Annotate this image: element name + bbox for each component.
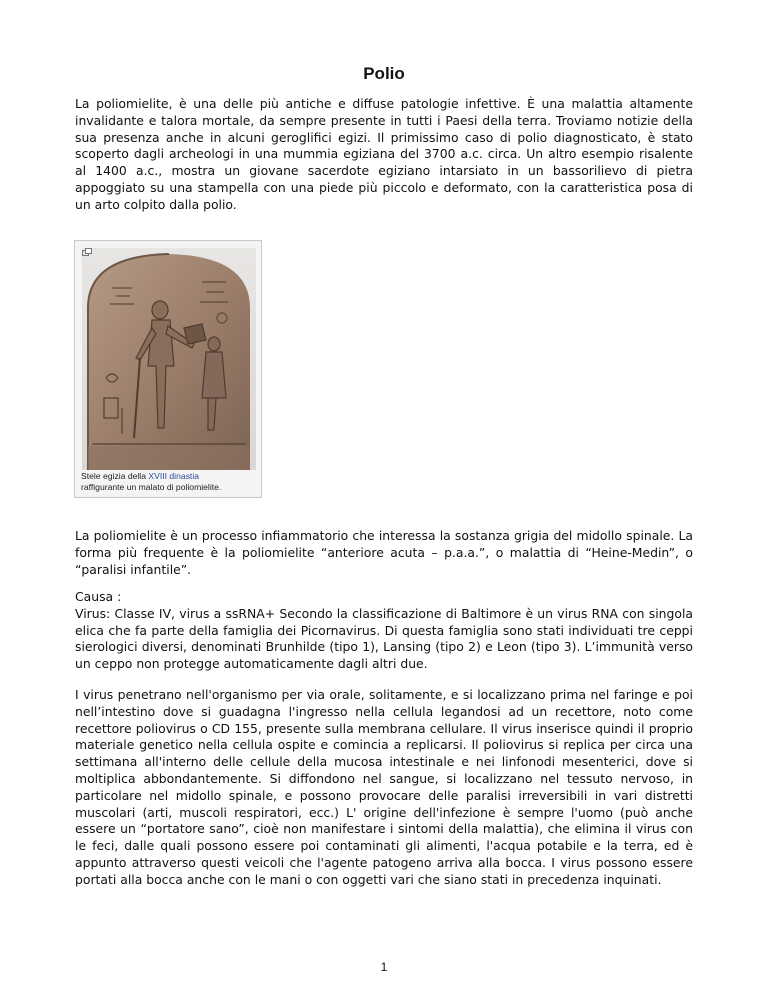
definition-paragraph: La poliomielite è un processo infiammatorio che interessa la sostanza grigia del midollo spinale. La forma più frequente è la poliomielite “anteriore acuta – p.a.a.”, o malattia di “Heine-Medin”, o “paralisi infantile”. (75, 528, 693, 577)
cause-section (75, 589, 693, 673)
transmission-paragraph: I virus penetrano nell'organismo per via orale, solitamente, e si localizzano prima nel faringe e poi nell’intestino dove si guadagna l'ingresso nella cellula legandosi ad un recettore, noto come recettore poliovirus o CD 155, presente sulla membrana cellulare. Il virus inserisce quindi il proprio materiale genetico nella cellula ospite e comincia a replicarsi. Il poliovirus si replica per circa una settimana all'interno delle cellule della mucosa intestinale e nei linfonodi mesenterici, dove si moltiplica abbondantemente. Si diffondono nel sangue, si localizzano nel tessuto nervoso, in particolare nel midollo spinale, e possono provocare delle paralisi irreversibili in vari distretti muscolari (arti, muscoli respiratori, ecc.) L' origine dell'infezione è sempre l'uomo (può anche essere un “portatore sano”, cioè non manifestare i sintomi della malattia), che elimina il virus con le feci, dalle quali possono essere poi contaminati gli alimenti, l'acqua potabile e la terra, ed è appunto attraverso questi veicoli che l'agente patogeno arriva alla bocca. I virus possono essere portati alla bocca anche con le mani o con oggetti vari che siano stati in precedenza inquinati. (75, 687, 693, 887)
cause-label: Causa : (75, 589, 122, 604)
figure-caption (81, 471, 231, 493)
caption-link-dynasty[interactable]: XVIII dinastia (148, 471, 200, 481)
enlarge-icon[interactable] (82, 248, 92, 256)
intro-paragraph: La poliomielite, è una delle più antiche e diffuse patologie infettive. È una malattia altamente invalidante e talora mortale, da sempre presente in tutti i Paesi della terra. Troviamo notizie della sua presenza anche in alcuni geroglifici egizi. Il primissimo caso di polio diagnosticato, è stato scoperto dagli archeologi in una mummia egiziana del 3700 a.c. circa. Un altro esempio risalente al 1400 a.c., mostra un giovane sacerdote egiziano intarsiato in un bassorilievo di pietra appoggiato su una stampella con una piede più piccolo e deformato, con la caratteristica posa di un arto colpito dalla polio. (75, 96, 693, 212)
page-title: Polio (363, 64, 405, 83)
stele-figure (74, 240, 262, 498)
caption-text-post: raffigurante un malato di poliomielite. (81, 482, 222, 492)
page-number: 1 (380, 960, 388, 974)
caption-text-pre: Stele egizia della (81, 471, 149, 481)
cause-paragraph: Virus: Classe IV, virus a ssRNA+ Secondo la classificazione di Baltimore è un virus RNA con singola elica che fa parte della famiglia dei Picornavirus. Di questa famiglia sono stati individuati tre ceppi sierologici diversi, denominati Brunhilde (tipo 1), Lansing (tipo 2) e Leon (tipo 3). L’immunità verso un ceppo non protegge automaticamente dagli altri due. (75, 605, 693, 672)
stele-image (82, 248, 256, 470)
